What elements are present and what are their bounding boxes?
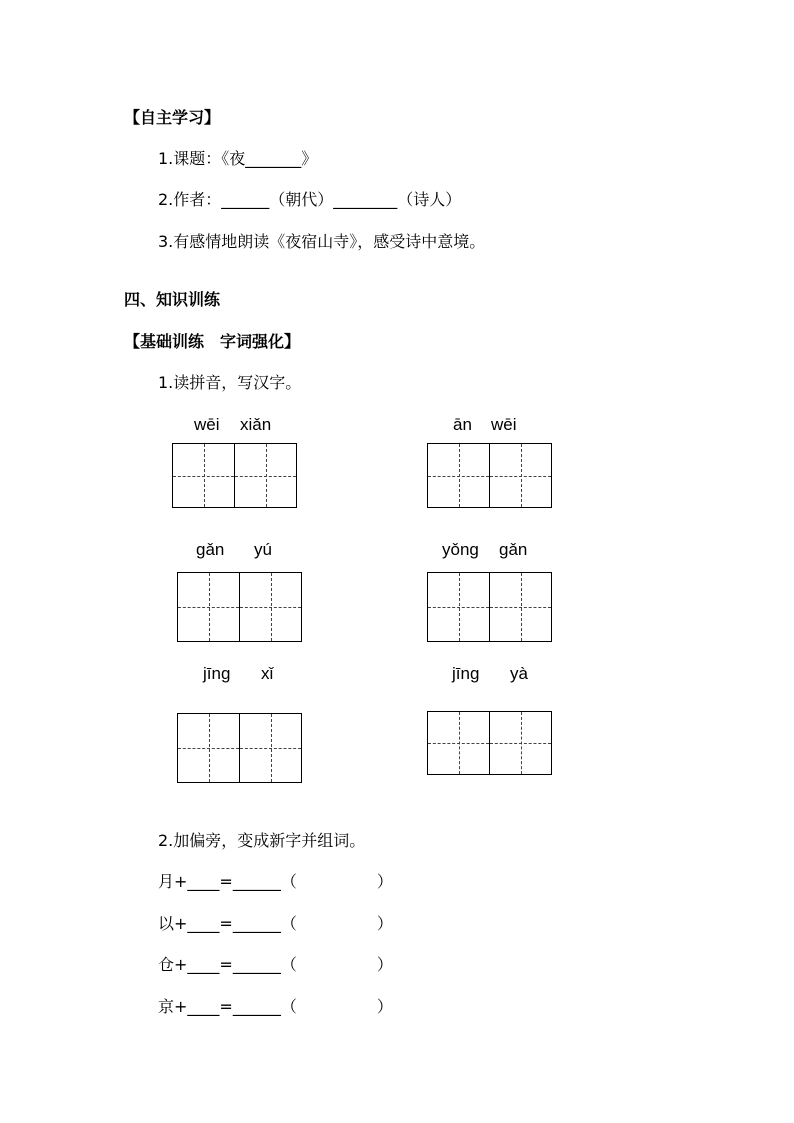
writing-cell[interactable]	[428, 444, 489, 507]
pinyin-syllable: yǒng	[442, 540, 479, 559]
writing-cell[interactable]	[428, 712, 489, 774]
writing-grid[interactable]	[427, 711, 552, 775]
base-character: 以	[158, 914, 175, 933]
pinyin-syllable: gǎn	[196, 540, 225, 559]
writing-grid[interactable]	[177, 572, 302, 642]
question-2-title: 2.加偏旁，变成新字并组词。	[158, 831, 366, 850]
base-character: 月	[158, 872, 175, 891]
writing-cell[interactable]	[173, 444, 234, 507]
writing-cell[interactable]	[239, 714, 301, 782]
writing-cell[interactable]	[428, 573, 489, 641]
writing-cell[interactable]	[178, 714, 239, 782]
writing-cell[interactable]	[234, 444, 296, 507]
pinyin-syllable: wēi	[194, 415, 220, 434]
pinyin-syllable: xiǎn	[240, 415, 272, 434]
writing-cell[interactable]	[178, 573, 239, 641]
section-4-heading: 四、知识训练	[124, 290, 221, 309]
writing-grid[interactable]	[427, 572, 552, 642]
fill-blank-template[interactable]: +____=______（ ）	[174, 872, 393, 891]
writing-grid[interactable]	[172, 443, 297, 508]
fill-blank-template[interactable]: +____=______（ ）	[174, 914, 393, 933]
radical-row	[158, 914, 393, 934]
pinyin-syllable: wēi	[491, 415, 517, 434]
basic-training-heading: 【基础训练 字词强化】	[124, 332, 301, 351]
self-study-item-3: 3.有感情地朗读《夜宿山寺》，感受诗中意境。	[158, 232, 486, 251]
pinyin-syllable: ān	[453, 415, 472, 434]
writing-cell[interactable]	[489, 712, 551, 774]
pinyin-syllable: yà	[510, 664, 528, 683]
writing-cell[interactable]	[489, 573, 551, 641]
pinyin-syllable: gǎn	[499, 540, 528, 559]
writing-cell[interactable]	[239, 573, 301, 641]
pinyin-syllable: jīng	[452, 664, 480, 683]
pinyin-syllable: jīng	[203, 664, 231, 683]
self-study-item-1: 1.课题：《夜_______》	[158, 149, 318, 168]
writing-grid[interactable]	[177, 713, 302, 783]
radical-row	[158, 955, 393, 975]
self-study-item-2: 2.作者：______（朝代）________（诗人）	[158, 190, 462, 209]
pinyin-syllable: yú	[254, 540, 272, 559]
fill-blank-template[interactable]: +____=______（ ）	[174, 997, 393, 1016]
pinyin-syllable: xǐ	[261, 664, 274, 683]
writing-grid[interactable]	[427, 443, 552, 508]
radical-row	[158, 872, 393, 892]
fill-blank-template[interactable]: +____=______（ ）	[174, 955, 393, 974]
base-character: 仓	[158, 955, 175, 974]
question-1-title: 1.读拼音，写汉字。	[158, 373, 302, 392]
self-study-heading: 【自主学习】	[124, 108, 221, 127]
writing-cell[interactable]	[489, 444, 551, 507]
base-character: 京	[158, 997, 175, 1016]
radical-row	[158, 997, 393, 1017]
